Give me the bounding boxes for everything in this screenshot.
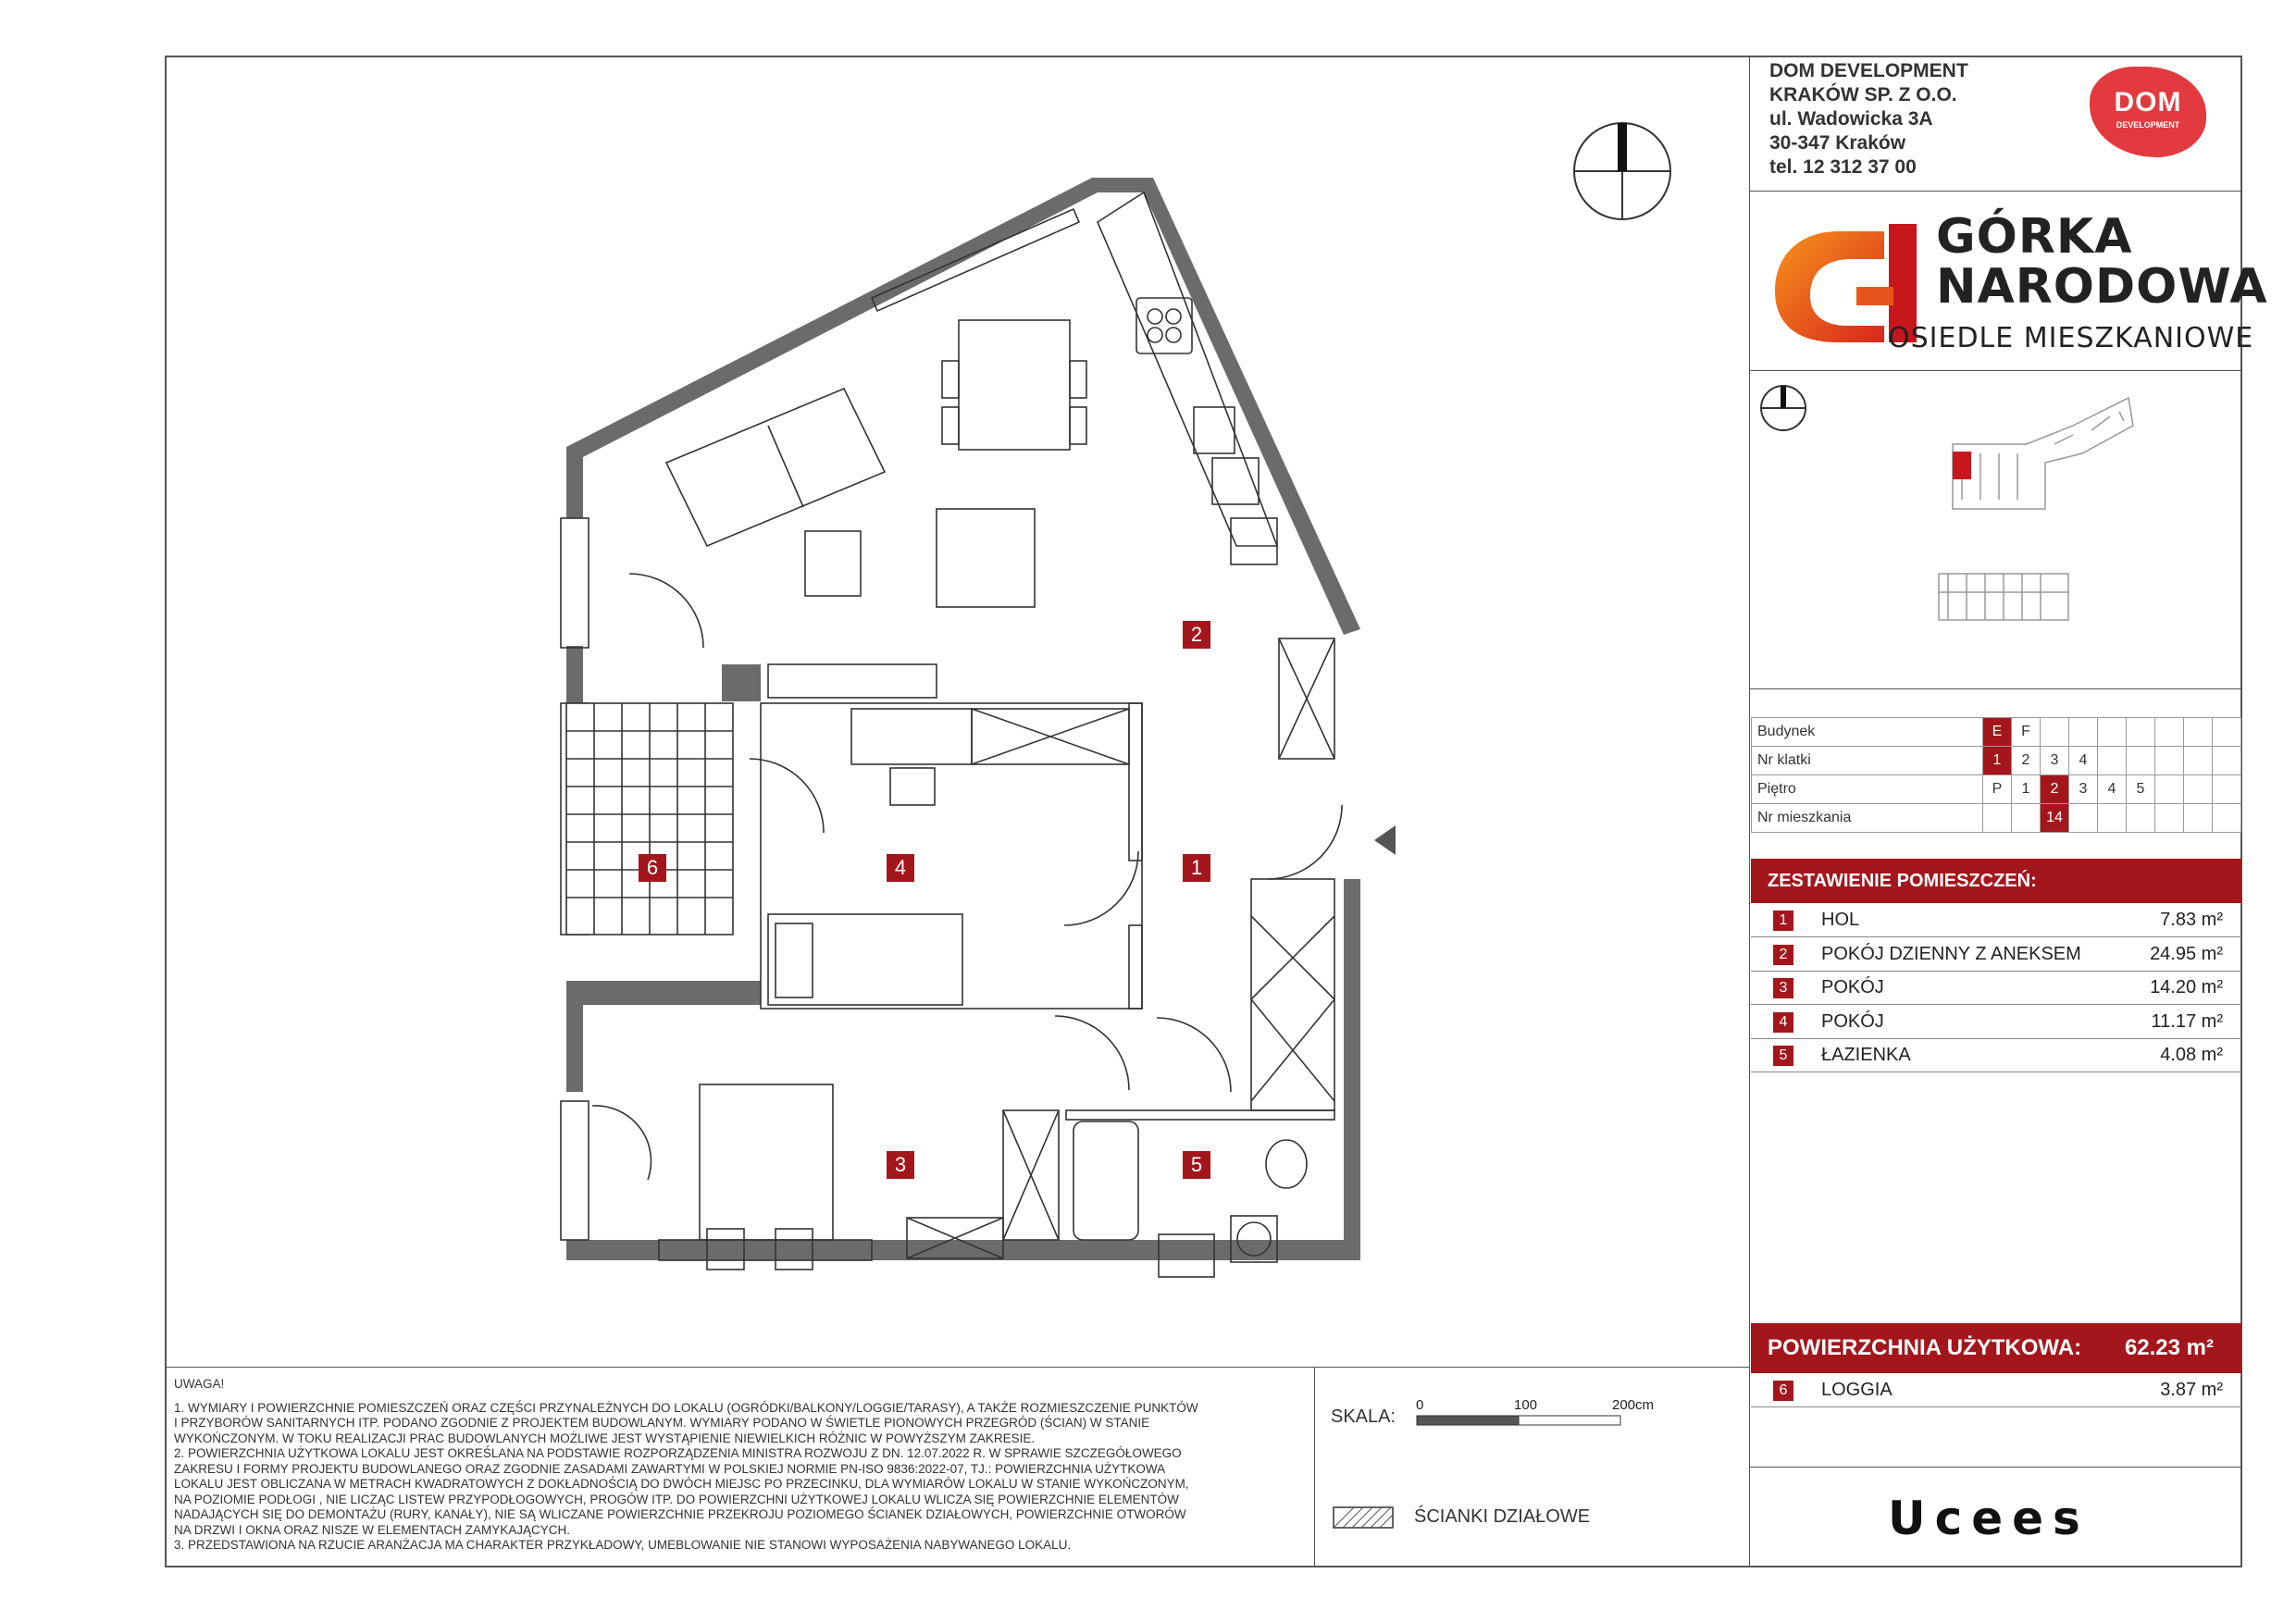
company-name-2: KRAKÓW SP. Z O.O. [1769,84,1957,105]
plan-marker-2: 2 [1183,621,1210,649]
location-cell: 3 [2041,747,2069,775]
divider [1749,1467,2241,1468]
divider [1314,1367,1315,1567]
location-cell [2127,718,2155,747]
compass-icon [1570,118,1675,224]
notes-line: LOKALU JEST OBLICZANA W METRACH KWADRATOWYCH Z DOKŁADNOŚCIĄ DO DWÓCH MIEJSC PO PRZECINKU, DLA WYMIARÓW LOKALU W STANIE WYKOŃCZONYM, [174,1477,1189,1491]
location-cell: 1 [2012,775,2041,804]
divider [1749,370,2241,371]
notes-lines [174,1401,1285,1554]
location-cell: E [1983,718,2012,747]
divider [165,1367,1749,1368]
room-number: 1 [1773,911,1793,931]
location-table [1751,717,2241,833]
company-info [1769,59,1968,180]
location-cell: 2 [2012,747,2041,775]
plan-marker-6: 6 [639,854,666,882]
company-street: ul. Wadowicka 3A [1769,108,1933,130]
company-city: 30-347 Kraków [1769,132,1906,154]
scale-label: SKALA: [1331,1406,1396,1427]
room-number: 3 [1773,978,1793,998]
notes-line: NA POZIOMIE PODŁOGI , NIE LICZĄC LISTEW PRZYPODŁOGOWYCH, PROGÓW ITP. DO POWIERZCHNI UŻYTKOWEJ LOKALU WLICZA SIĘ POWIERZCHNIE ELEMENTÓW [174,1492,1179,1506]
room-area: 24.95 m² [2150,943,2223,964]
plan-marker-1: 1 [1183,854,1210,882]
room-row [1751,1038,2241,1072]
plan-marker-5: 5 [1183,1151,1210,1179]
divider [1749,688,2241,689]
location-cell [2155,804,2184,833]
notes-title: UWAGA! [174,1377,225,1391]
location-cell [2155,718,2184,747]
ucees-logo [1888,1492,2090,1545]
location-row-label: Nr klatki [1752,747,1983,775]
compass-small-icon [1758,383,1808,433]
location-cell: F [2012,718,2041,747]
room-area: 14.20 m² [2150,977,2223,997]
room-number: 5 [1773,1046,1793,1066]
room-area: 11.17 m² [2151,1010,2223,1032]
loggia-name: LOGGIA [1821,1380,1893,1400]
floor-plan [555,171,1407,1300]
location-cell [2069,718,2098,747]
location-row [1752,718,2241,747]
location-row [1752,747,2241,775]
room-area: 7.83 m² [2160,910,2223,930]
company-name: DOM DEVELOPMENT [1769,60,1968,81]
room-row [1751,1005,2241,1039]
brand-line-1: GÓRKA [1936,209,2133,265]
building-key-plan [1934,389,2175,648]
location-row-label: Budynek [1752,718,1983,747]
scale-bar [1416,1414,1621,1427]
scale-tick-100: 100 [1514,1397,1538,1413]
company-phone: tel. 12 312 37 00 [1769,156,1917,178]
loggia-area: 3.87 m² [2160,1380,2223,1400]
location-cell [1983,804,2012,833]
total-area [1751,1323,2241,1373]
notes-line: NADAJĄCYCH SIĘ DO DEMONTAŻU (RURY, KANAŁY), NIE SĄ WLICZANE POWIERZCHNIE PRZEKROJU POZIOMEGO ŚCIANEK DZIAŁOWYCH, POWIERZCHNIE OTWORÓW [174,1507,1186,1521]
location-cell [2098,804,2127,833]
location-cell [2098,718,2127,747]
divider [1749,191,2241,192]
room-row [1751,937,2241,972]
notes-line: 1. WYMIARY I POWIERZCHNIE POMIESZCZEŃ ORAZ CZĘŚCI PRZYNALEŻNYCH DO LOKALU (OGRÓDKI/BALKONY/LOGGIE/TARASY), A TAKŻE ROZMIESZCZENIE PUNKTÓW [174,1400,1198,1415]
room-row [1751,903,2241,937]
location-cell [2184,775,2213,804]
location-cell [2098,747,2127,775]
location-row-label: Nr mieszkania [1752,804,1983,833]
location-row [1752,775,2241,804]
location-cell: 3 [2069,775,2098,804]
logo-sub: DEVELOPMENT [2116,120,2180,130]
notes-line: ZAKRESU I FORMY PROJEKTU BUDOWLANEGO ORAZ ZGODNIE ZASADAMI ZAWARTYMI W POLSKIEJ NORMIE PN-ISO 9836:2022-07, TJ.: POWIERZCHNIA UŻYTKOWA [174,1461,1166,1476]
location-cell [2041,718,2069,747]
loggia-row [1751,1373,2241,1407]
location-cell: 2 [2041,775,2069,804]
location-cell [2069,804,2098,833]
plan-marker-4: 4 [887,854,914,882]
notes-line: I PRZYBORÓW SANITARNYCH ITP. PODANO ZGODNIE Z PROJEKTEM BUDOWLANYM. WYMIARY PODANO W ŚWIETLE PIONOWYCH PRZEGRÓD (ŚCIAN) W STANIE [174,1416,1150,1430]
logo-word: DOM [2114,87,2182,118]
plan-marker-3: 3 [887,1151,914,1179]
location-cell [2155,747,2184,775]
room-name: HOL [1821,910,1860,930]
room-number: 4 [1773,1012,1793,1033]
notes-line: 2. POWIERZCHNIA UŻYTKOWA LOKALU JEST OKREŚLANA NA PODSTAWIE ROZPORZĄDZENIA MINISTRA ROZWOJU Z DN. 12.07.2022 R. W SPRAWIE SZCZEGÓŁOWEGO [174,1446,1182,1460]
room-row [1751,971,2241,1005]
scale-tick-0: 0 [1416,1397,1424,1413]
location-cell: 4 [2098,775,2127,804]
location-cell: 5 [2127,775,2155,804]
location-cell [2127,747,2155,775]
sidebar-divider [1749,56,1750,1567]
location-cell: 14 [2041,804,2069,833]
location-row [1752,804,2241,833]
room-name: POKÓJ [1821,1010,1884,1032]
room-area: 4.08 m² [2160,1045,2223,1065]
partition-walls-legend-icon [1333,1506,1394,1529]
room-name: POKÓJ [1821,977,1884,997]
location-cell [2184,804,2213,833]
location-cell [2012,804,2041,833]
room-number: 2 [1773,945,1793,965]
location-cell [2184,718,2213,747]
location-cell: 4 [2069,747,2098,775]
location-cell [2213,747,2241,775]
brand-subtitle: OSIEDLE MIESZKANIOWE [1888,322,2254,354]
ucees-logo-text: Ucees [1888,1492,2090,1545]
total-value: 62.23 m² [2124,1335,2214,1360]
room-name: POKÓJ DZIENNY Z ANEKSEM [1821,943,2081,964]
notes-line: WYKOŃCZONYM. W TOKU REALIZACJI PRAC BUDOWLANYCH MOŻLIWE JEST WYSTĄPIENIE NIEWIELKICH RÓŻNIC W POWYŻSZYM ZAKRESIE. [174,1431,1036,1445]
legend-label: ŚCIANKI DZIAŁOWE [1414,1506,1591,1527]
location-cell [2213,775,2241,804]
brand-line-2: NARODOWA [1936,259,2268,315]
scale-tick-200: 200cm [1612,1397,1655,1413]
notes-line: NA DRZWI I OKNA ORAZ NISZE W ELEMENTACH ZAMYKAJĄCYCH. [174,1522,571,1537]
total-label: POWIERZCHNIA UŻYTKOWA: [1768,1335,2082,1360]
location-cell [2213,804,2241,833]
rooms-header: ZESTAWIENIE POMIESZCZEŃ: [1751,859,2241,903]
location-cell: P [1983,775,2012,804]
notes [174,1377,1285,1554]
location-cell [2127,804,2155,833]
location-cell [2213,718,2241,747]
room-name: ŁAZIENKA [1821,1045,1911,1065]
loggia-number: 6 [1773,1381,1793,1401]
location-row-label: Piętro [1752,775,1983,804]
location-cell [2184,747,2213,775]
location-cell: 1 [1983,747,2012,775]
notes-line: 3. PRZEDSTAWIONA NA RZUCIE ARANŻACJA MA CHARAKTER PRZYKŁADOWY, UMEBLOWANIE NIE STANOWI WYPOSAŻENIA NABYWANEGO LOKALU. [174,1538,1072,1552]
location-cell [2155,775,2184,804]
